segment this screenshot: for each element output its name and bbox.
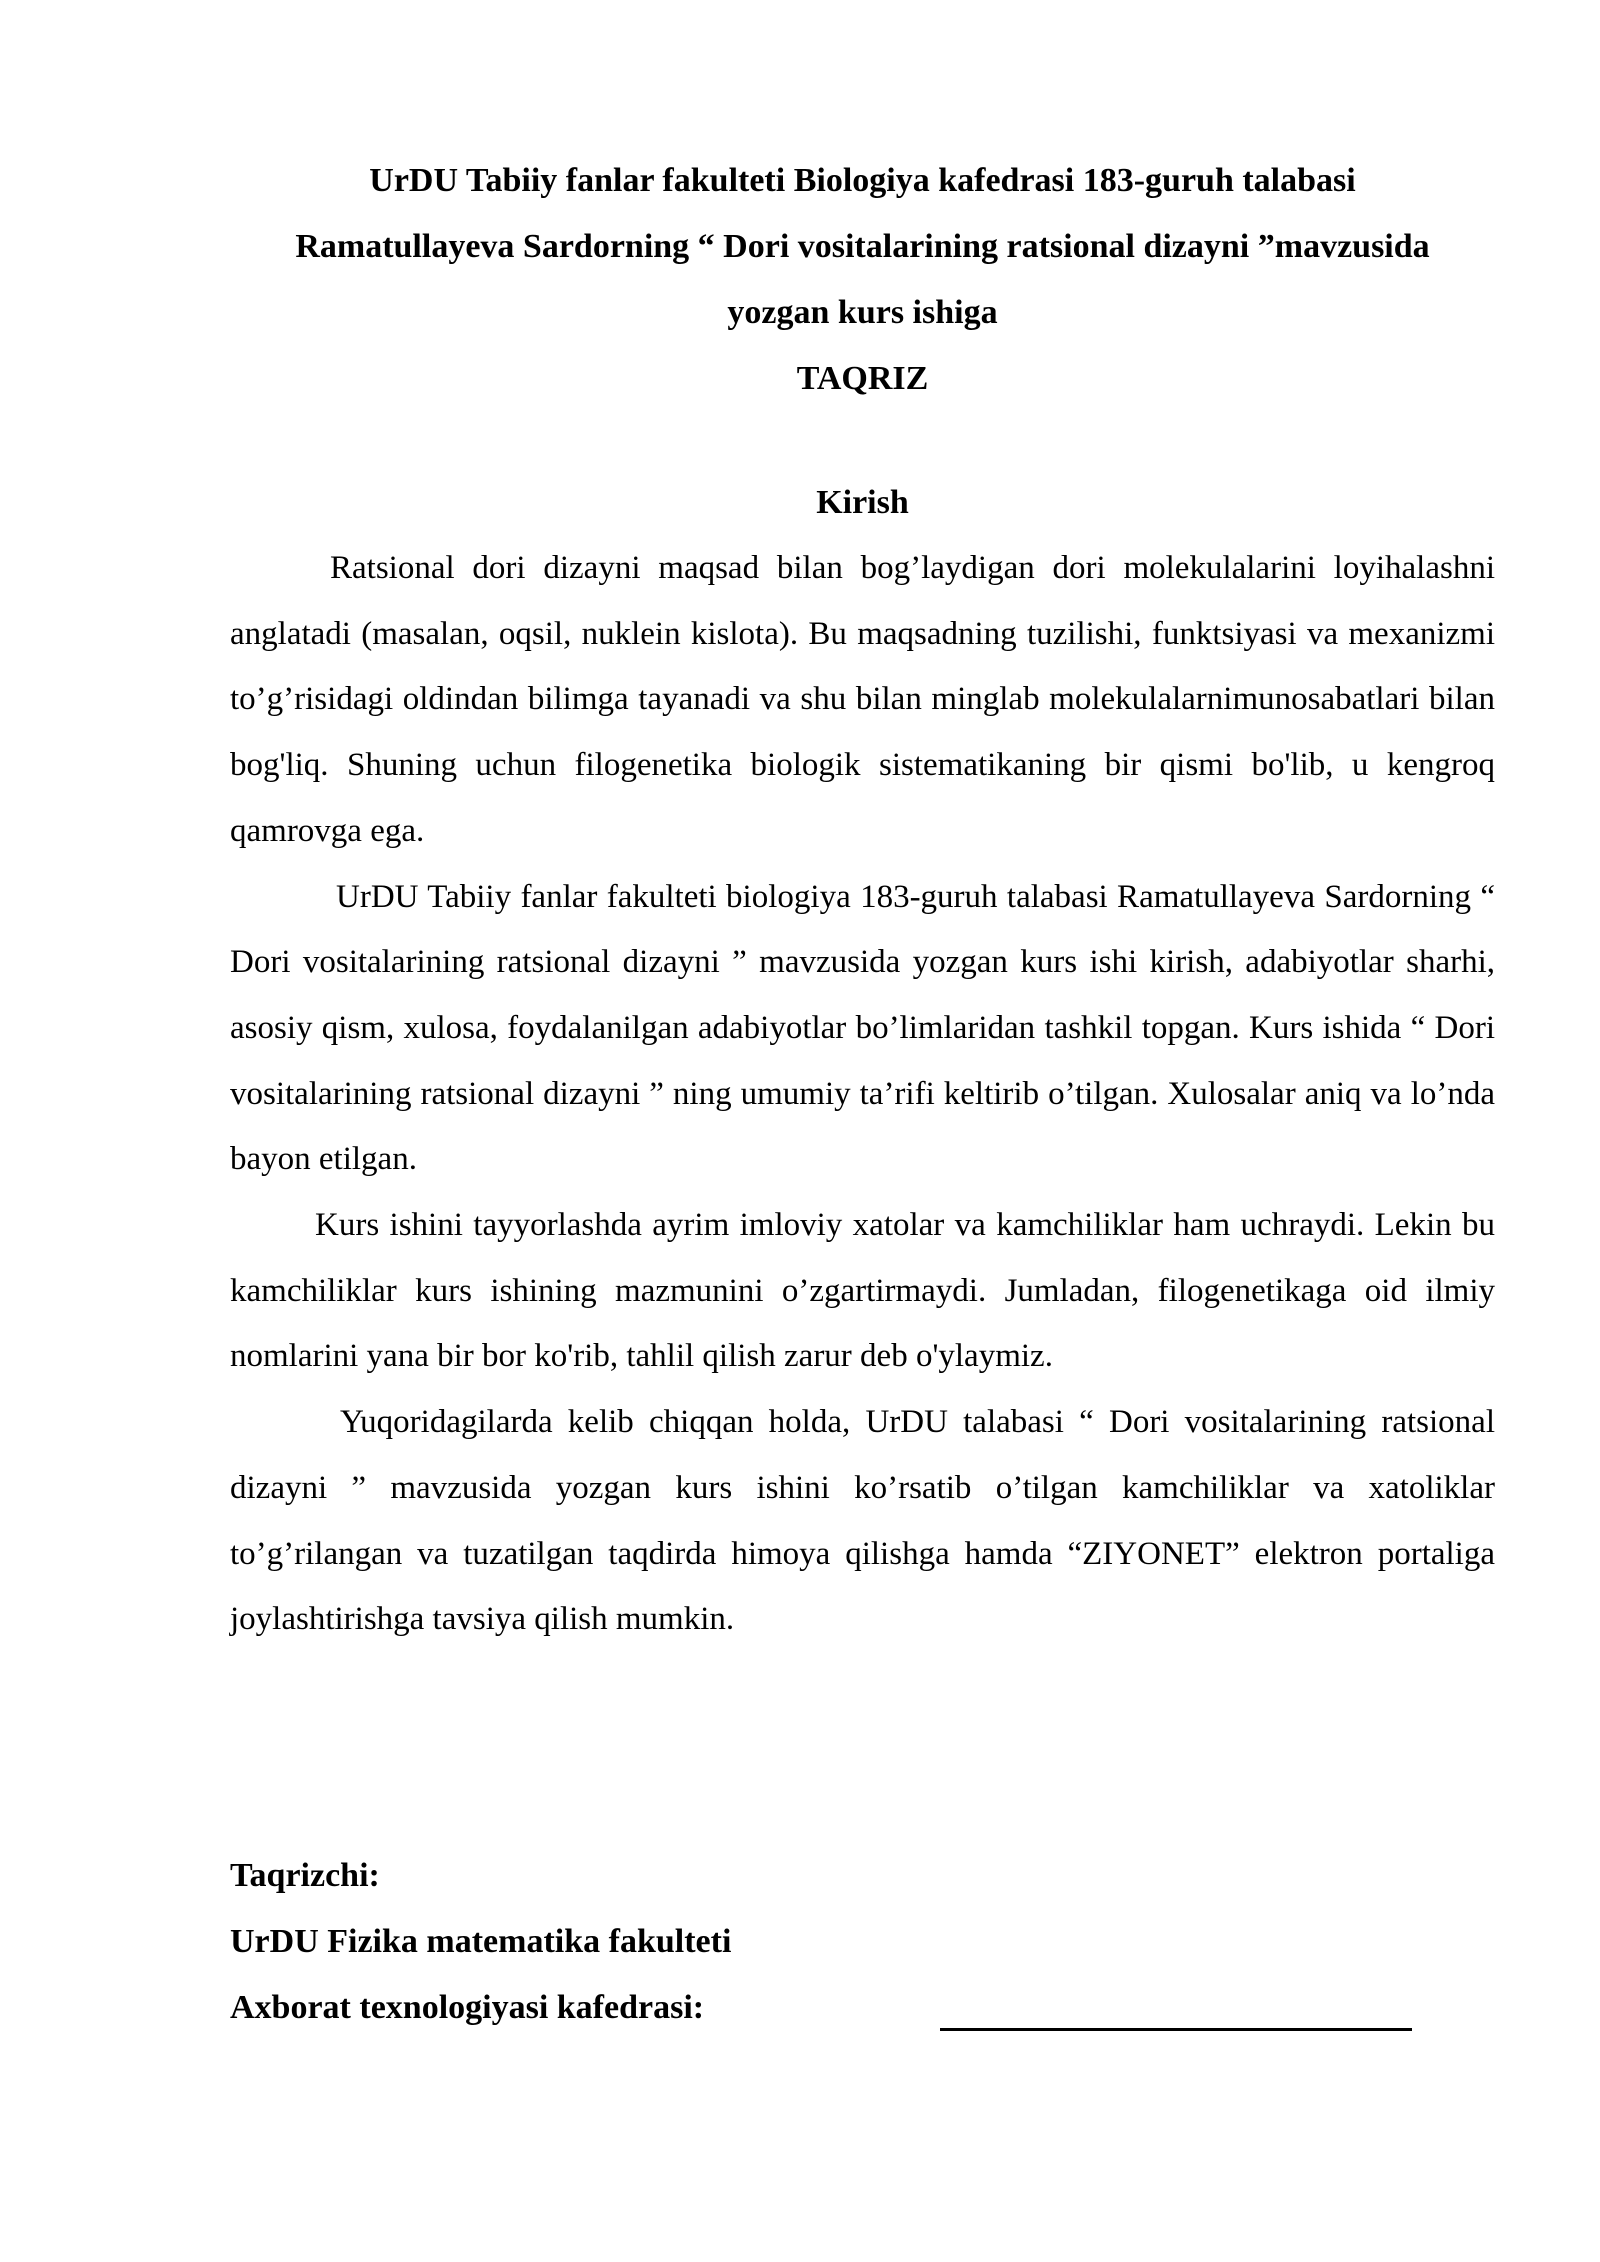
title-line-2: Ramatullayeva Sardorning “ Dori vositalarining ratsional dizayni ”mavzusida: [295, 228, 1430, 265]
reviewer-department: Axborat texnologiyasi kafedrasi:: [230, 1989, 705, 2026]
document-page: [230, 0, 1495, 2262]
document-type-heading: TAQRIZ: [796, 360, 929, 397]
review-body: [230, 536, 1495, 1653]
title-line-3: yozgan kurs ishiga: [727, 294, 998, 331]
paragraph-4: Yuqoridagilarda kelib chiqqan holda, UrDU talabasi “ Dori vositalarining ratsional dizayni ” mavzusida yozgan kurs ishini ko’rsatib o’tilgan kamchiliklar va xatoliklar to’g’rilangan va tuzatilgan taqdirda himoya qilishga hamda “ZIYONET” elektron portaliga joylashtirishga tavsiya qilish mumkin.: [230, 1404, 1495, 1638]
paragraph-2: UrDU Tabiiy fanlar fakulteti biologiya 183-guruh talabasi Ramatullayeva Sardorning “ Dori vositalarining ratsional dizayni ” mavzusida yozgan kurs ishi kirish, adabiyotlar sharhi, asosiy qism, xulosa, foydalanilgan adabiyotlar bo’limlaridan tashkil topgan. Kurs ishida “ Dori vositalarining ratsional dizayni ” ning umumiy ta’rifi keltirib o’tilgan. Xulosalar aniq va lo’nda bayon etilgan.: [230, 878, 1495, 1178]
reviewer-faculty: UrDU Fizika matematika fakulteti: [230, 1923, 732, 1960]
title-line-1: UrDU Tabiiy fanlar fakulteti Biologiya kafedrasi 183-guruh talabasi: [369, 162, 1356, 199]
paragraph-3: Kurs ishini tayyorlashda ayrim imloviy xatolar va kamchiliklar ham uchraydi. Lekin bu kamchiliklar kurs ishining mazmunini o’zgartirmaydi. Jumladan, filogenetikaga oid ilmiy nomlarini yana bir bor ko'rib, tahlil qilish zarur deb o'ylaymiz.: [230, 1207, 1495, 1375]
section-heading-kirish: Kirish: [816, 484, 909, 521]
signature-block: [230, 1843, 1495, 2041]
reviewer-role: Taqrizchi:: [230, 1857, 380, 1894]
signature-line: [940, 2028, 1412, 2031]
document-title-block: [230, 148, 1495, 412]
paragraph-1: Ratsional dori dizayni maqsad bilan bog’laydigan dori molekulalarini loyihalashni anglatadi (masalan, oqsil, nuklein kislota). Bu maqsadning tuzilishi, funktsiyasi va mexanizmi to’g’risidagi oldindan bilimga tayanadi va shu bilan minglab molekulalarnimunosabatlari bilan bog'liq. Shuning uchun filogenetika biologik sistematikaning bir qismi bo'lib, u kengroq qamrovga ega.: [230, 550, 1495, 849]
